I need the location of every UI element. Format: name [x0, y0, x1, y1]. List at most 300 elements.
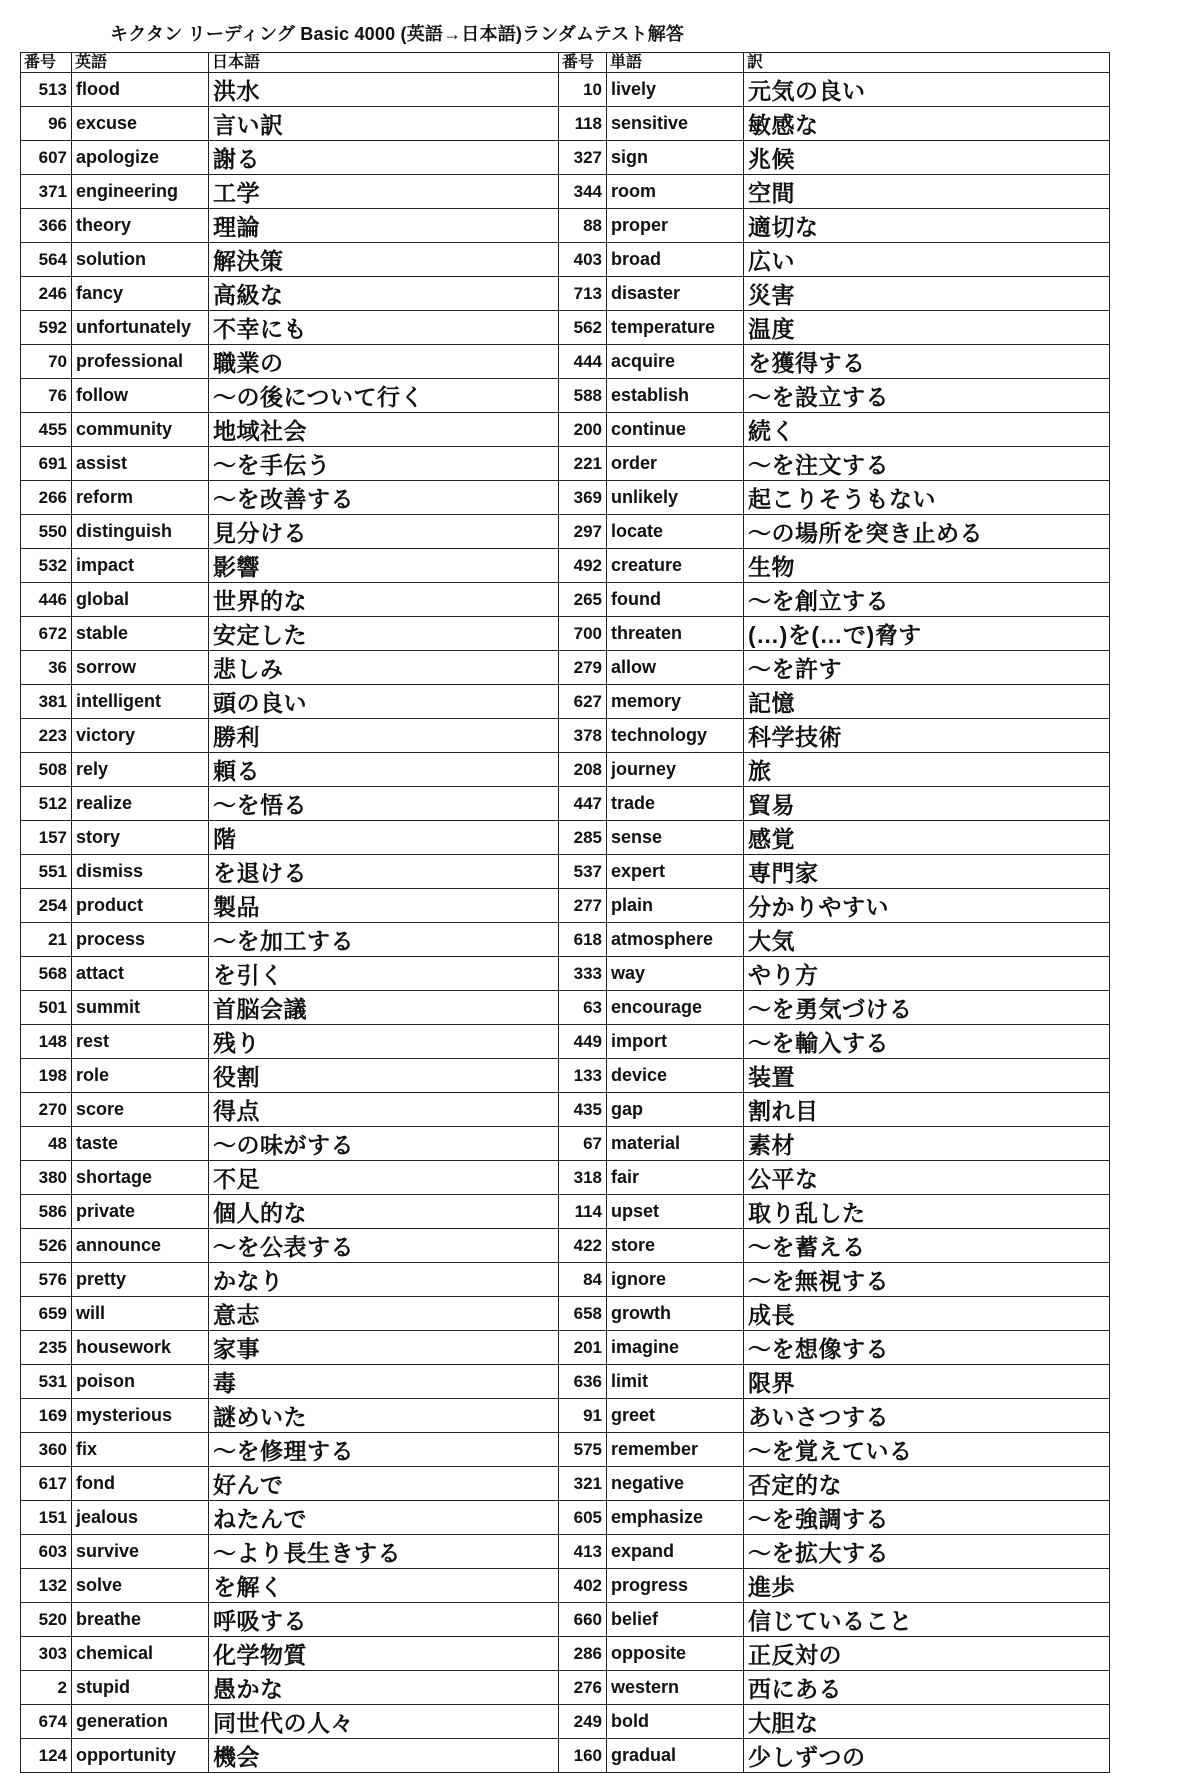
header-left-english: 英語 — [72, 53, 209, 73]
left-japanese-cell: ～の後について行く — [209, 379, 559, 413]
right-word-cell: technology — [607, 719, 744, 753]
left-japanese-cell: 同世代の人々 — [209, 1705, 559, 1739]
left-english-cell: poison — [72, 1365, 209, 1399]
left-japanese-cell: 安定した — [209, 617, 559, 651]
table-row — [21, 311, 1110, 345]
right-translation-cell: ～を許す — [744, 651, 1110, 685]
left-japanese-cell: 謎めいた — [209, 1399, 559, 1433]
right-number-cell: 88 — [559, 209, 607, 243]
header-right-number: 番号 — [559, 53, 607, 73]
table-row — [21, 1059, 1110, 1093]
table-row — [21, 583, 1110, 617]
right-number-cell: 160 — [559, 1739, 607, 1773]
right-translation-cell: 兆候 — [744, 141, 1110, 175]
right-word-cell: threaten — [607, 617, 744, 651]
right-number-cell: 221 — [559, 447, 607, 481]
left-english-cell: community — [72, 413, 209, 447]
right-number-cell: 449 — [559, 1025, 607, 1059]
left-number-cell: 48 — [21, 1127, 72, 1161]
table-row — [21, 651, 1110, 685]
right-translation-cell: ～を蓄える — [744, 1229, 1110, 1263]
table-row — [21, 753, 1110, 787]
left-japanese-cell: 家事 — [209, 1331, 559, 1365]
right-word-cell: atmosphere — [607, 923, 744, 957]
left-english-cell: chemical — [72, 1637, 209, 1671]
left-japanese-cell: 役割 — [209, 1059, 559, 1093]
left-number-cell: 564 — [21, 243, 72, 277]
left-english-cell: product — [72, 889, 209, 923]
left-english-cell: assist — [72, 447, 209, 481]
right-translation-cell: 生物 — [744, 549, 1110, 583]
left-number-cell: 148 — [21, 1025, 72, 1059]
left-number-cell: 592 — [21, 311, 72, 345]
right-number-cell: 422 — [559, 1229, 607, 1263]
table-row — [21, 413, 1110, 447]
right-translation-cell: 貿易 — [744, 787, 1110, 821]
left-number-cell: 76 — [21, 379, 72, 413]
right-word-cell: sign — [607, 141, 744, 175]
right-word-cell: opposite — [607, 1637, 744, 1671]
vocab-answer-table — [20, 52, 1110, 1773]
left-number-cell: 380 — [21, 1161, 72, 1195]
right-number-cell: 402 — [559, 1569, 607, 1603]
right-translation-cell: 広い — [744, 243, 1110, 277]
left-english-cell: solution — [72, 243, 209, 277]
left-japanese-cell: 解決策 — [209, 243, 559, 277]
left-japanese-cell: 呼吸する — [209, 1603, 559, 1637]
right-number-cell: 279 — [559, 651, 607, 685]
left-number-cell: 586 — [21, 1195, 72, 1229]
right-number-cell: 700 — [559, 617, 607, 651]
left-japanese-cell: 意志 — [209, 1297, 559, 1331]
left-english-cell: impact — [72, 549, 209, 583]
right-translation-cell: 進歩 — [744, 1569, 1110, 1603]
left-number-cell: 520 — [21, 1603, 72, 1637]
right-number-cell: 713 — [559, 277, 607, 311]
right-word-cell: found — [607, 583, 744, 617]
left-english-cell: solve — [72, 1569, 209, 1603]
left-english-cell: excuse — [72, 107, 209, 141]
left-japanese-cell: 世界的な — [209, 583, 559, 617]
right-word-cell: ignore — [607, 1263, 744, 1297]
right-number-cell: 605 — [559, 1501, 607, 1535]
right-translation-cell: 大気 — [744, 923, 1110, 957]
left-number-cell: 366 — [21, 209, 72, 243]
left-japanese-cell: 職業の — [209, 345, 559, 379]
right-word-cell: gradual — [607, 1739, 744, 1773]
left-number-cell: 96 — [21, 107, 72, 141]
right-translation-cell: 分かりやすい — [744, 889, 1110, 923]
right-word-cell: plain — [607, 889, 744, 923]
right-word-cell: broad — [607, 243, 744, 277]
left-english-cell: theory — [72, 209, 209, 243]
left-number-cell: 132 — [21, 1569, 72, 1603]
left-number-cell: 446 — [21, 583, 72, 617]
left-english-cell: summit — [72, 991, 209, 1025]
left-english-cell: opportunity — [72, 1739, 209, 1773]
table-row — [21, 447, 1110, 481]
left-english-cell: announce — [72, 1229, 209, 1263]
right-word-cell: way — [607, 957, 744, 991]
right-translation-cell: ～を設立する — [744, 379, 1110, 413]
table-row — [21, 719, 1110, 753]
table-row — [21, 991, 1110, 1025]
left-japanese-cell: 残り — [209, 1025, 559, 1059]
header-left-japanese: 日本語 — [209, 53, 559, 73]
left-japanese-cell: 謝る — [209, 141, 559, 175]
left-japanese-cell: 見分ける — [209, 515, 559, 549]
left-japanese-cell: 階 — [209, 821, 559, 855]
left-japanese-cell: 影響 — [209, 549, 559, 583]
left-english-cell: generation — [72, 1705, 209, 1739]
right-word-cell: order — [607, 447, 744, 481]
table-row — [21, 1025, 1110, 1059]
table-row — [21, 1739, 1110, 1773]
left-english-cell: professional — [72, 345, 209, 379]
left-japanese-cell: を退ける — [209, 855, 559, 889]
right-number-cell: 265 — [559, 583, 607, 617]
right-number-cell: 118 — [559, 107, 607, 141]
left-number-cell: 246 — [21, 277, 72, 311]
right-number-cell: 84 — [559, 1263, 607, 1297]
table-row — [21, 549, 1110, 583]
right-number-cell: 276 — [559, 1671, 607, 1705]
table-row — [21, 175, 1110, 209]
table-row — [21, 107, 1110, 141]
right-word-cell: room — [607, 175, 744, 209]
right-translation-cell: (…)を(…で)脅す — [744, 617, 1110, 651]
right-number-cell: 537 — [559, 855, 607, 889]
left-number-cell: 169 — [21, 1399, 72, 1433]
right-word-cell: establish — [607, 379, 744, 413]
right-word-cell: expand — [607, 1535, 744, 1569]
left-japanese-cell: 化学物質 — [209, 1637, 559, 1671]
right-translation-cell: 災害 — [744, 277, 1110, 311]
right-word-cell: sensitive — [607, 107, 744, 141]
table-row — [21, 1569, 1110, 1603]
right-word-cell: progress — [607, 1569, 744, 1603]
left-english-cell: reform — [72, 481, 209, 515]
left-japanese-cell: 毒 — [209, 1365, 559, 1399]
right-number-cell: 636 — [559, 1365, 607, 1399]
right-number-cell: 91 — [559, 1399, 607, 1433]
right-translation-cell: ～を拡大する — [744, 1535, 1110, 1569]
right-translation-cell: あいさつする — [744, 1399, 1110, 1433]
left-english-cell: fix — [72, 1433, 209, 1467]
right-word-cell: expert — [607, 855, 744, 889]
left-number-cell: 617 — [21, 1467, 72, 1501]
left-number-cell: 254 — [21, 889, 72, 923]
left-english-cell: realize — [72, 787, 209, 821]
right-translation-cell: 起こりそうもない — [744, 481, 1110, 515]
table-row — [21, 1399, 1110, 1433]
left-japanese-cell: 言い訳 — [209, 107, 559, 141]
left-number-cell: 223 — [21, 719, 72, 753]
left-english-cell: score — [72, 1093, 209, 1127]
left-english-cell: flood — [72, 73, 209, 107]
table-row — [21, 957, 1110, 991]
left-number-cell: 551 — [21, 855, 72, 889]
left-english-cell: pretty — [72, 1263, 209, 1297]
right-word-cell: trade — [607, 787, 744, 821]
left-number-cell: 508 — [21, 753, 72, 787]
table-row — [21, 1127, 1110, 1161]
left-english-cell: process — [72, 923, 209, 957]
left-english-cell: breathe — [72, 1603, 209, 1637]
right-word-cell: acquire — [607, 345, 744, 379]
right-number-cell: 297 — [559, 515, 607, 549]
left-english-cell: sorrow — [72, 651, 209, 685]
left-japanese-cell: ～を加工する — [209, 923, 559, 957]
right-translation-cell: 続く — [744, 413, 1110, 447]
right-translation-cell: ～を注文する — [744, 447, 1110, 481]
right-word-cell: proper — [607, 209, 744, 243]
left-number-cell: 531 — [21, 1365, 72, 1399]
right-word-cell: disaster — [607, 277, 744, 311]
left-english-cell: rely — [72, 753, 209, 787]
right-word-cell: unlikely — [607, 481, 744, 515]
right-translation-cell: ～を無視する — [744, 1263, 1110, 1297]
right-translation-cell: 元気の良い — [744, 73, 1110, 107]
right-number-cell: 447 — [559, 787, 607, 821]
left-number-cell: 568 — [21, 957, 72, 991]
left-japanese-cell: 不幸にも — [209, 311, 559, 345]
left-english-cell: unfortunately — [72, 311, 209, 345]
left-number-cell: 672 — [21, 617, 72, 651]
left-number-cell: 36 — [21, 651, 72, 685]
left-number-cell: 235 — [21, 1331, 72, 1365]
table-row — [21, 379, 1110, 413]
left-japanese-cell: かなり — [209, 1263, 559, 1297]
right-number-cell: 413 — [559, 1535, 607, 1569]
left-number-cell: 576 — [21, 1263, 72, 1297]
left-japanese-cell: 機会 — [209, 1739, 559, 1773]
right-translation-cell: 温度 — [744, 311, 1110, 345]
right-translation-cell: ～の場所を突き止める — [744, 515, 1110, 549]
left-english-cell: housework — [72, 1331, 209, 1365]
left-number-cell: 550 — [21, 515, 72, 549]
left-english-cell: follow — [72, 379, 209, 413]
left-japanese-cell: ～の味がする — [209, 1127, 559, 1161]
left-english-cell: stable — [72, 617, 209, 651]
left-english-cell: attact — [72, 957, 209, 991]
left-number-cell: 501 — [21, 991, 72, 1025]
left-number-cell: 526 — [21, 1229, 72, 1263]
table-row — [21, 855, 1110, 889]
right-word-cell: creature — [607, 549, 744, 583]
table-row — [21, 821, 1110, 855]
header-right-word: 単語 — [607, 53, 744, 73]
left-number-cell: 381 — [21, 685, 72, 719]
left-number-cell: 266 — [21, 481, 72, 515]
right-translation-cell: 専門家 — [744, 855, 1110, 889]
table-row — [21, 515, 1110, 549]
left-japanese-cell: 頼る — [209, 753, 559, 787]
header-left-number: 番号 — [21, 53, 72, 73]
table-row — [21, 73, 1110, 107]
left-japanese-cell: 好んで — [209, 1467, 559, 1501]
right-number-cell: 618 — [559, 923, 607, 957]
table-row — [21, 1331, 1110, 1365]
table-row — [21, 1229, 1110, 1263]
left-japanese-cell: ～を手伝う — [209, 447, 559, 481]
right-translation-cell: 素材 — [744, 1127, 1110, 1161]
left-english-cell: role — [72, 1059, 209, 1093]
right-word-cell: fair — [607, 1161, 744, 1195]
right-word-cell: upset — [607, 1195, 744, 1229]
left-number-cell: 691 — [21, 447, 72, 481]
left-english-cell: fond — [72, 1467, 209, 1501]
left-english-cell: survive — [72, 1535, 209, 1569]
left-number-cell: 512 — [21, 787, 72, 821]
left-japanese-cell: 得点 — [209, 1093, 559, 1127]
left-english-cell: mysterious — [72, 1399, 209, 1433]
right-number-cell: 658 — [559, 1297, 607, 1331]
left-number-cell: 270 — [21, 1093, 72, 1127]
left-english-cell: taste — [72, 1127, 209, 1161]
right-translation-cell: 空間 — [744, 175, 1110, 209]
table-row — [21, 277, 1110, 311]
right-translation-cell: 割れ目 — [744, 1093, 1110, 1127]
right-word-cell: belief — [607, 1603, 744, 1637]
right-translation-cell: を獲得する — [744, 345, 1110, 379]
table-row — [21, 1093, 1110, 1127]
right-word-cell: memory — [607, 685, 744, 719]
table-row — [21, 1161, 1110, 1195]
right-number-cell: 660 — [559, 1603, 607, 1637]
right-translation-cell: 成長 — [744, 1297, 1110, 1331]
right-word-cell: bold — [607, 1705, 744, 1739]
table-row — [21, 1467, 1110, 1501]
right-number-cell: 444 — [559, 345, 607, 379]
left-japanese-cell: 頭の良い — [209, 685, 559, 719]
left-japanese-cell: ～を改善する — [209, 481, 559, 515]
table-row — [21, 923, 1110, 957]
left-japanese-cell: ～より長生きする — [209, 1535, 559, 1569]
left-japanese-cell: ～を公表する — [209, 1229, 559, 1263]
right-word-cell: greet — [607, 1399, 744, 1433]
left-number-cell: 2 — [21, 1671, 72, 1705]
right-number-cell: 285 — [559, 821, 607, 855]
right-word-cell: lively — [607, 73, 744, 107]
left-japanese-cell: 製品 — [209, 889, 559, 923]
right-number-cell: 369 — [559, 481, 607, 515]
right-number-cell: 133 — [559, 1059, 607, 1093]
table-row — [21, 1433, 1110, 1467]
right-number-cell: 63 — [559, 991, 607, 1025]
right-translation-cell: 適切な — [744, 209, 1110, 243]
right-translation-cell: 記憶 — [744, 685, 1110, 719]
right-number-cell: 333 — [559, 957, 607, 991]
right-translation-cell: ～を創立する — [744, 583, 1110, 617]
right-word-cell: device — [607, 1059, 744, 1093]
right-translation-cell: ～を勇気づける — [744, 991, 1110, 1025]
table-row — [21, 209, 1110, 243]
right-translation-cell: 公平な — [744, 1161, 1110, 1195]
left-japanese-cell: 首脳会議 — [209, 991, 559, 1025]
right-word-cell: import — [607, 1025, 744, 1059]
left-english-cell: dismiss — [72, 855, 209, 889]
right-number-cell: 201 — [559, 1331, 607, 1365]
right-translation-cell: ～を輸入する — [744, 1025, 1110, 1059]
left-japanese-cell: 工学 — [209, 175, 559, 209]
left-english-cell: jealous — [72, 1501, 209, 1535]
left-japanese-cell: を解く — [209, 1569, 559, 1603]
right-word-cell: emphasize — [607, 1501, 744, 1535]
left-number-cell: 603 — [21, 1535, 72, 1569]
left-number-cell: 124 — [21, 1739, 72, 1773]
page-title: キクタン リーディング Basic 4000 (英語→日本語)ランダムテスト解答 — [110, 24, 685, 44]
left-japanese-cell: 不足 — [209, 1161, 559, 1195]
right-word-cell: locate — [607, 515, 744, 549]
left-english-cell: victory — [72, 719, 209, 753]
right-translation-cell: 西にある — [744, 1671, 1110, 1705]
right-translation-cell: ～を強調する — [744, 1501, 1110, 1535]
left-number-cell: 360 — [21, 1433, 72, 1467]
right-word-cell: negative — [607, 1467, 744, 1501]
table-row — [21, 1603, 1110, 1637]
right-translation-cell: ～を覚えている — [744, 1433, 1110, 1467]
left-japanese-cell: 地域社会 — [209, 413, 559, 447]
left-japanese-cell: 個人的な — [209, 1195, 559, 1229]
right-word-cell: remember — [607, 1433, 744, 1467]
right-word-cell: allow — [607, 651, 744, 685]
right-translation-cell: 少しずつの — [744, 1739, 1110, 1773]
right-translation-cell: 旅 — [744, 753, 1110, 787]
left-japanese-cell: 勝利 — [209, 719, 559, 753]
left-english-cell: distinguish — [72, 515, 209, 549]
left-english-cell: rest — [72, 1025, 209, 1059]
table-row — [21, 243, 1110, 277]
right-word-cell: sense — [607, 821, 744, 855]
left-japanese-cell: を引く — [209, 957, 559, 991]
right-number-cell: 492 — [559, 549, 607, 583]
left-japanese-cell: 愚かな — [209, 1671, 559, 1705]
right-translation-cell: 敏感な — [744, 107, 1110, 141]
right-word-cell: material — [607, 1127, 744, 1161]
right-number-cell: 277 — [559, 889, 607, 923]
table-row — [21, 1671, 1110, 1705]
table-row — [21, 1263, 1110, 1297]
left-japanese-cell: ～を悟る — [209, 787, 559, 821]
table-row — [21, 1365, 1110, 1399]
right-number-cell: 588 — [559, 379, 607, 413]
table-row — [21, 1195, 1110, 1229]
left-japanese-cell: ねたんで — [209, 1501, 559, 1535]
left-number-cell: 674 — [21, 1705, 72, 1739]
left-japanese-cell: 高級な — [209, 277, 559, 311]
right-translation-cell: ～を想像する — [744, 1331, 1110, 1365]
right-translation-cell: 科学技術 — [744, 719, 1110, 753]
right-word-cell: journey — [607, 753, 744, 787]
right-word-cell: encourage — [607, 991, 744, 1025]
left-english-cell: stupid — [72, 1671, 209, 1705]
right-number-cell: 249 — [559, 1705, 607, 1739]
right-number-cell: 575 — [559, 1433, 607, 1467]
table-row — [21, 1297, 1110, 1331]
left-number-cell: 455 — [21, 413, 72, 447]
table-row — [21, 1535, 1110, 1569]
left-english-cell: shortage — [72, 1161, 209, 1195]
left-english-cell: fancy — [72, 277, 209, 311]
right-word-cell: western — [607, 1671, 744, 1705]
right-translation-cell: 限界 — [744, 1365, 1110, 1399]
table-row — [21, 345, 1110, 379]
right-word-cell: limit — [607, 1365, 744, 1399]
table-row — [21, 1637, 1110, 1671]
right-number-cell: 318 — [559, 1161, 607, 1195]
left-english-cell: engineering — [72, 175, 209, 209]
